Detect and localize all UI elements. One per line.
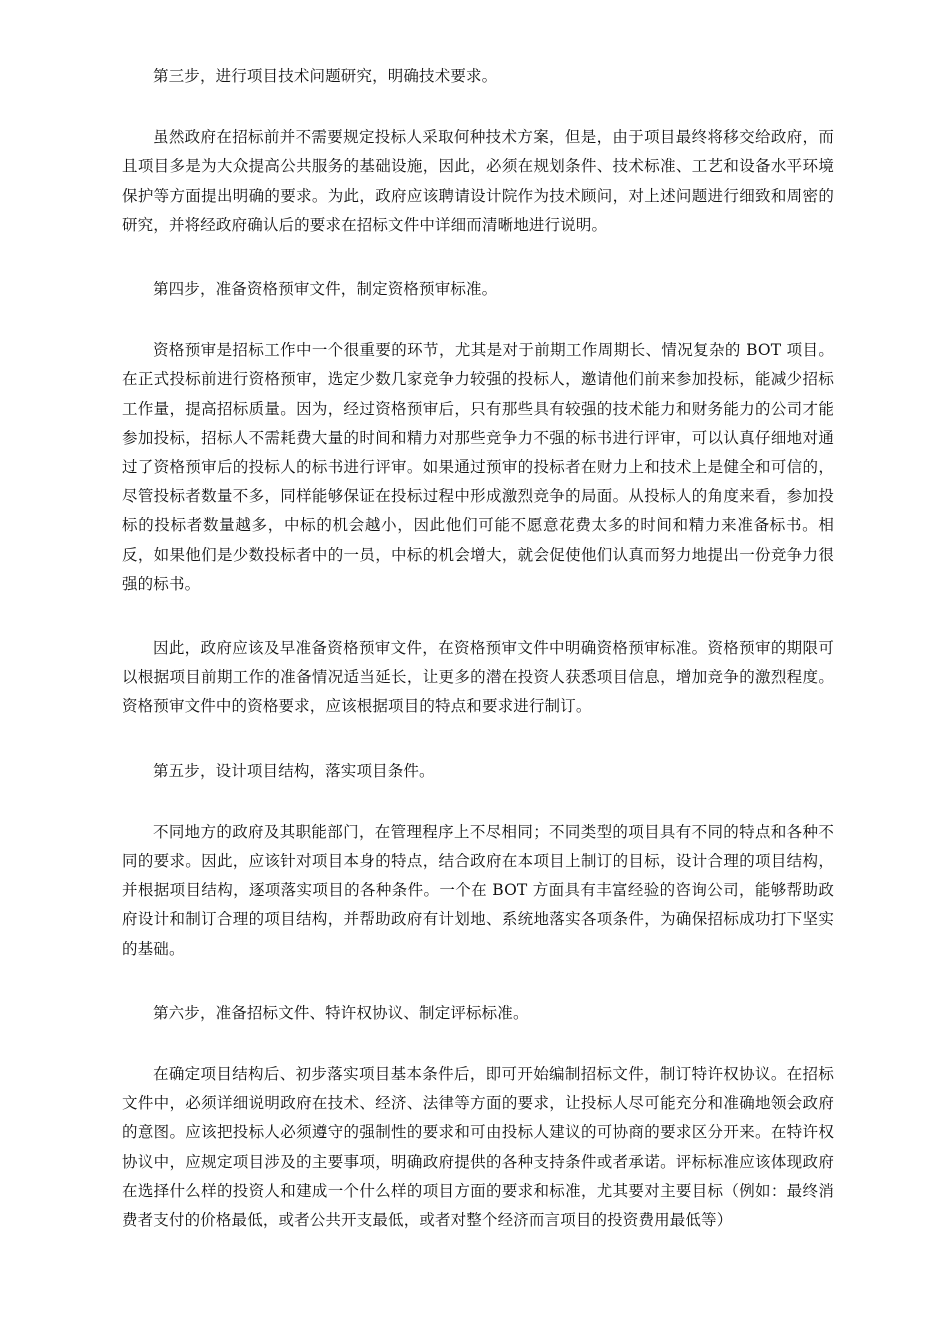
document-page bbox=[122, 62, 834, 1270]
step-5-heading: 第五步，设计项目结构，落实项目条件。 bbox=[153, 761, 435, 780]
step-5-body: 不同地方的政府及其职能部门，在管理程序上不尽相同；不同类型的项目具有不同的特点和各种不同的要求。因此，应该针对项目本身的特点，结合政府在本项目上制订的目标，设计合理的项目结构，并根据项目结构，逐项落实项目的各种条件。一个在 BOT 方面具有丰富经验的咨询公司，能够帮助政府设计和制订合理的项目结构，并帮助政府有计划地、系统地落实各项条件，为确保招标成功打下坚实的基础。 bbox=[122, 822, 834, 958]
step-4-body-prequalification: 资格预审是招标工作中一个很重要的环节，尤其是对于前期工作周期长、情况复杂的 BOT 项目。在正式投标前进行资格预审，选定少数几家竞争力较强的投标人，邀请他们前来参加投标，能减少招标工作量，提高招标质量。因为，经过资格预审后，只有那些具有较强的技术能力和财务能力的公司才能参加投标，招标人不需耗费大量的时间和精力对那些竞争力不强的标书进行评审，可以认真仔细地对通过了资格预审后的投标人的标书进行评审。如果通过预审的投标者在财力上和技术上是健全和可信的，尽管投标者数量不多，同样能够保证在投标过程中形成激烈竞争的局面。从投标人的角度来看，参加投标的投标者数量越多，中标的机会越小，因此他们可能不愿意花费太多的时间和精力来准备标书。相反，如果他们是少数投标者中的一员，中标的机会增大，就会促使他们认真而努力地提出一份竞争力很强的标书。 bbox=[122, 341, 834, 593]
step-6-heading: 第六步，准备招标文件、特许权协议、制定评标标准。 bbox=[153, 1003, 529, 1022]
step-4-heading: 第四步，准备资格预审文件，制定资格预审标准。 bbox=[153, 280, 498, 299]
step-3-heading: 第三步，进行项目技术问题研究，明确技术要求。 bbox=[153, 67, 498, 85]
step-4-body-documents: 因此，政府应该及早准备资格预审文件，在资格预审文件中明确资格预审标准。资格预审的期限可以根据项目前期工作的准备情况适当延长，让更多的潜在投资人获悉项目信息，增加竞争的激烈程度。资格预审文件中的资格要求，应该根据项目的特点和要求进行制订。 bbox=[122, 639, 834, 716]
step-3-body: 虽然政府在招标前并不需要规定投标人采取何种技术方案，但是，由于项目最终将移交给政府，而且项目多是为大众提高公共服务的基础设施，因此，必须在规划条件、技术标准、工艺和设备水平环境保护等方面提出明确的要求。为此，政府应该聘请设计院作为技术顾问，对上述问题进行细致和周密的研究，并将经政府确认后的要求在招标文件中详细而清晰地进行说明。 bbox=[122, 128, 834, 234]
step-6-body: 在确定项目结构后、初步落实项目基本条件后，即可开始编制招标文件，制订特许权协议。在招标文件中，必须详细说明政府在技术、经济、法律等方面的要求，让投标人尽可能充分和准确地领会政府的意图。应该把投标人必须遵守的强制性的要求和可由投标人建议的可协商的要求区分开来。在特许权协议中，应规定项目涉及的主要事项，明确政府提供的各种支持条件或者承诺。评标标准应该体现政府在选择什么样的投资人和建成一个什么样的项目方面的要求和标准，尤其要对主要目标（例如：最终消费者支付的价格最低，或者公共开支最低，或者对整个经济而言项目的投资费用最低等） bbox=[122, 1065, 834, 1230]
